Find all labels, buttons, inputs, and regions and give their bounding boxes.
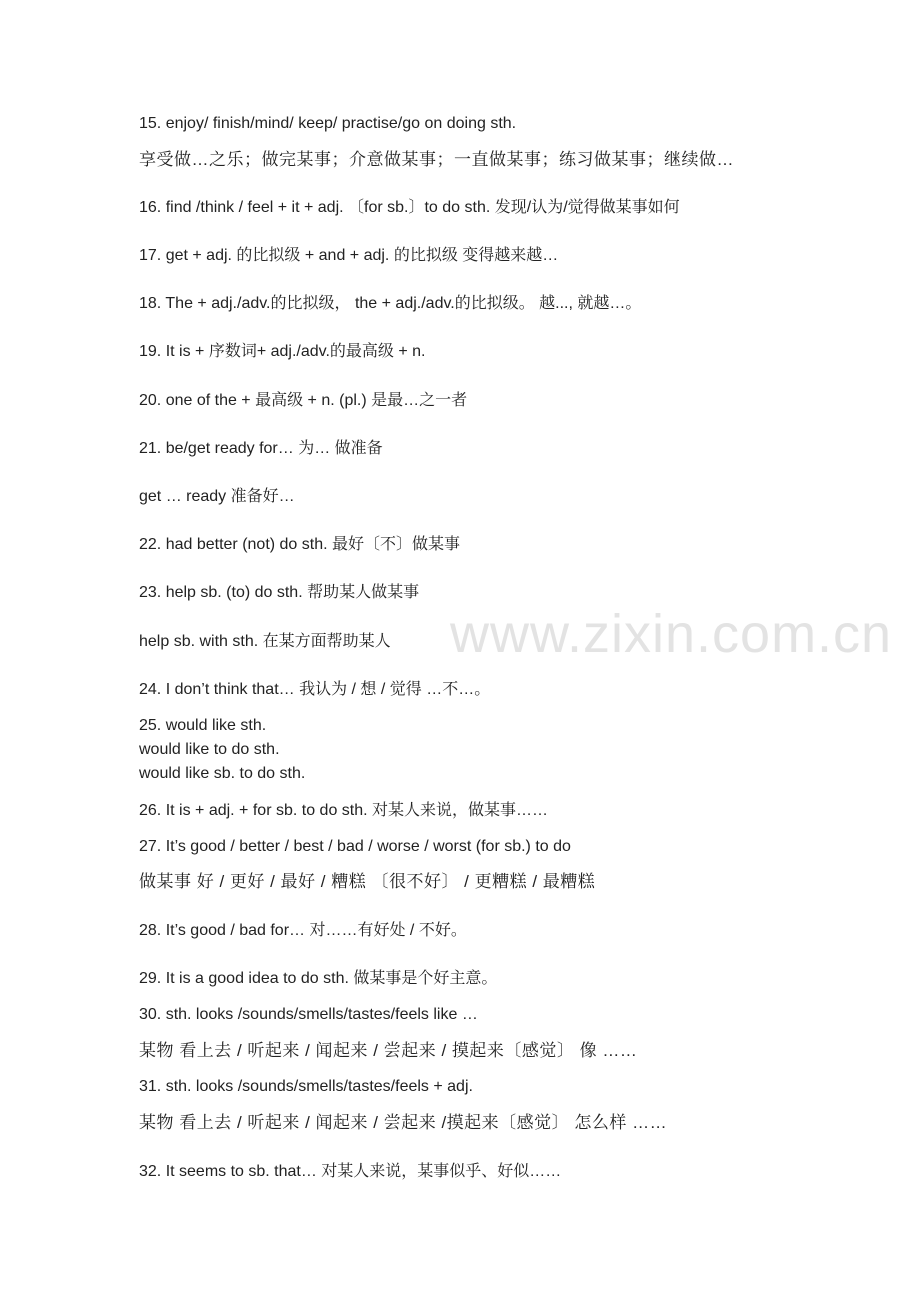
- item-30-english: 30. sth. looks /sounds/smells/tastes/feels like …: [139, 1006, 478, 1023]
- item-19: 19. It is + 序数词+ adj./adv.的最高级 + n.: [139, 343, 426, 360]
- item-30-chinese: 某物 看上去 / 听起来 / 闻起来 / 尝起来 / 摸起来〔感觉〕 像 ……: [139, 1041, 638, 1060]
- item-29: 29. It is a good idea to do sth. 做某事是个好主意。: [139, 970, 498, 987]
- item-28: 28. It’s good / bad for… 对……有好处 / 不好。: [139, 922, 467, 939]
- item-25-sub-2: would like sb. to do sth.: [139, 765, 306, 782]
- item-31-english: 31. sth. looks /sounds/smells/tastes/feels + adj.: [139, 1078, 473, 1095]
- item-25: 25. would like sth.: [139, 717, 267, 734]
- item-15-english: 15. enjoy/ finish/mind/ keep/ practise/go on doing sth.: [139, 115, 517, 132]
- item-27-chinese: 做某事 好 / 更好 / 最好 / 糟糕 〔很不好〕 / 更糟糕 / 最糟糕: [139, 872, 596, 891]
- item-17: 17. get + adj. 的比拟级 + and + adj. 的比拟级 变得越来越…: [139, 247, 559, 264]
- item-24: 24. I don’t think that… 我认为 / 想 / 觉得 …不…。: [139, 681, 491, 698]
- item-26: 26. It is + adj. + for sb. to do sth. 对某人来说，做某事……: [139, 802, 549, 819]
- item-16: 16. find /think / feel + it + adj. 〔for sb.〕to do sth. 发现/认为/觉得做某事如何: [139, 199, 680, 216]
- item-15-chinese: 享受做…之乐；做完某事；介意做某事；一直做某事；练习做某事；继续做…: [139, 150, 734, 169]
- item-23: 23. help sb. (to) do sth. 帮助某人做某事: [139, 584, 420, 601]
- item-27-english: 27. It’s good / better / best / bad / worse / worst (for sb.) to do: [139, 838, 571, 855]
- item-25-sub-1: would like to do sth.: [139, 741, 280, 758]
- item-21-sub: get … ready 准备好…: [139, 488, 295, 505]
- item-23-sub: help sb. with sth. 在某方面帮助某人: [139, 633, 391, 650]
- item-20: 20. one of the + 最高级 + n. (pl.) 是最…之一者: [139, 392, 468, 409]
- item-21: 21. be/get ready for… 为… 做准备: [139, 440, 383, 457]
- item-31-chinese: 某物 看上去 / 听起来 / 闻起来 / 尝起来 /摸起来〔感觉〕 怎么样 ……: [139, 1113, 668, 1132]
- item-18: 18. The + adj./adv.的比拟级， the + adj./adv.的比拟级。 越..., 就越…。: [139, 295, 642, 312]
- item-32: 32. It seems to sb. that… 对某人来说，某事似乎、好似……: [139, 1163, 562, 1180]
- item-22: 22. had better (not) do sth. 最好〔不〕做某事: [139, 536, 461, 553]
- watermark: www.zixin.com.cn: [450, 604, 893, 664]
